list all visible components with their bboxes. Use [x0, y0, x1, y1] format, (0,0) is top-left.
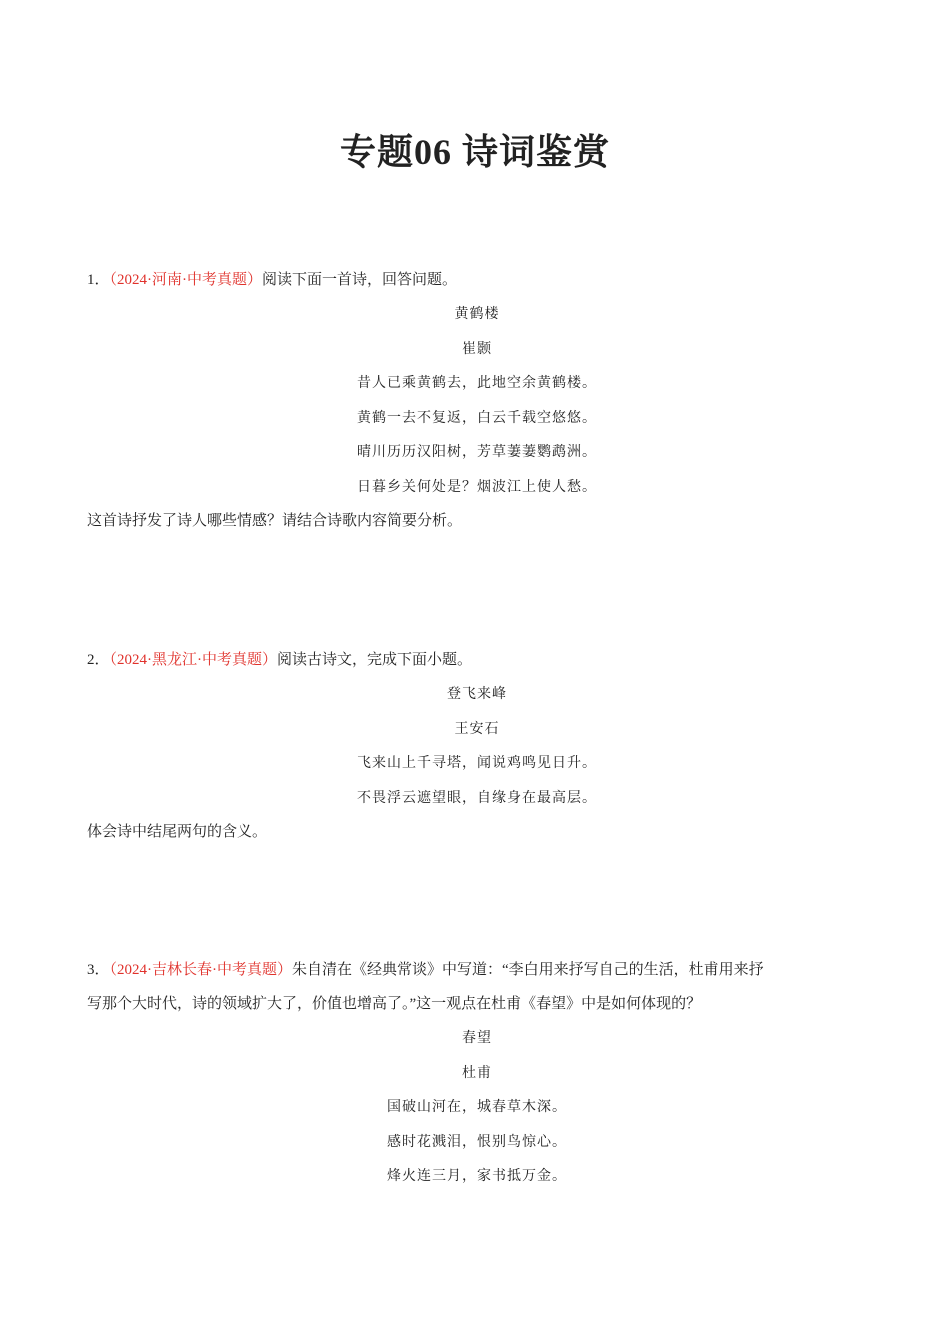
question-3: [87, 953, 867, 1194]
question-intro-continued: 写那个大时代，诗的领域扩大了，价值也增高了。”这一观点在杜甫《春望》中是如何体现的？: [87, 996, 702, 1012]
question-2: [87, 643, 867, 849]
question-header: [87, 263, 867, 297]
poem-line: 昔人已乘黄鹤去，此地空余黄鹤楼。: [357, 375, 597, 391]
poem-line: 感时花溅泪，恨别鸟惊心。: [387, 1133, 567, 1150]
question-header: [87, 643, 867, 677]
question-number: 2．: [87, 652, 110, 668]
page-title: 专题06 诗词鉴赏: [339, 132, 610, 172]
poem-title: 登飞来峰: [447, 686, 507, 702]
question-source: （2024·黑龙江·中考真题）: [109, 652, 278, 668]
question-prompt: 这首诗抒发了诗人哪些情感？请结合诗歌内容简要分析。: [87, 513, 463, 529]
question-number: 1．: [87, 272, 110, 288]
poem-author: 王安石: [454, 720, 500, 737]
poem-line: 晴川历历汉阳树，芳草萋萋鹦鹉洲。: [357, 444, 597, 460]
poem-line: 飞来山上千寻塔，闻说鸡鸣见日升。: [357, 755, 597, 771]
poem-line: 烽火连三月，家书抵万金。: [387, 1168, 567, 1184]
poem-title: 春望: [462, 1030, 492, 1046]
question-number: 3．: [87, 962, 110, 978]
poem-author: 杜甫: [462, 1064, 492, 1081]
question-1: [87, 263, 867, 538]
question-intro: 朱自清在《经典常谈》中写道：“李白用来抒写自己的生活，杜甫用来抒: [292, 962, 764, 978]
poem-author: 崔颢: [462, 340, 492, 357]
question-source: （2024·吉林长春·中考真题）: [109, 962, 293, 978]
poem-line: 日暮乡关何处是？烟波江上使人愁。: [357, 478, 597, 495]
question-intro: 阅读下面一首诗，回答问题。: [262, 272, 458, 288]
question-source: （2024·河南·中考真题）: [109, 272, 263, 288]
poem-line: 不畏浮云遮望眼，自缘身在最高层。: [357, 789, 597, 806]
poem-title: 黄鹤楼: [454, 306, 500, 322]
question-prompt: 体会诗中结尾两句的含义。: [87, 824, 268, 840]
question-intro: 阅读古诗文，完成下面小题。: [277, 652, 473, 668]
poem-line: 国破山河在，城春草木深。: [387, 1099, 567, 1115]
poem-line: 黄鹤一去不复返，白云千载空悠悠。: [357, 409, 597, 426]
question-header: [87, 953, 867, 987]
